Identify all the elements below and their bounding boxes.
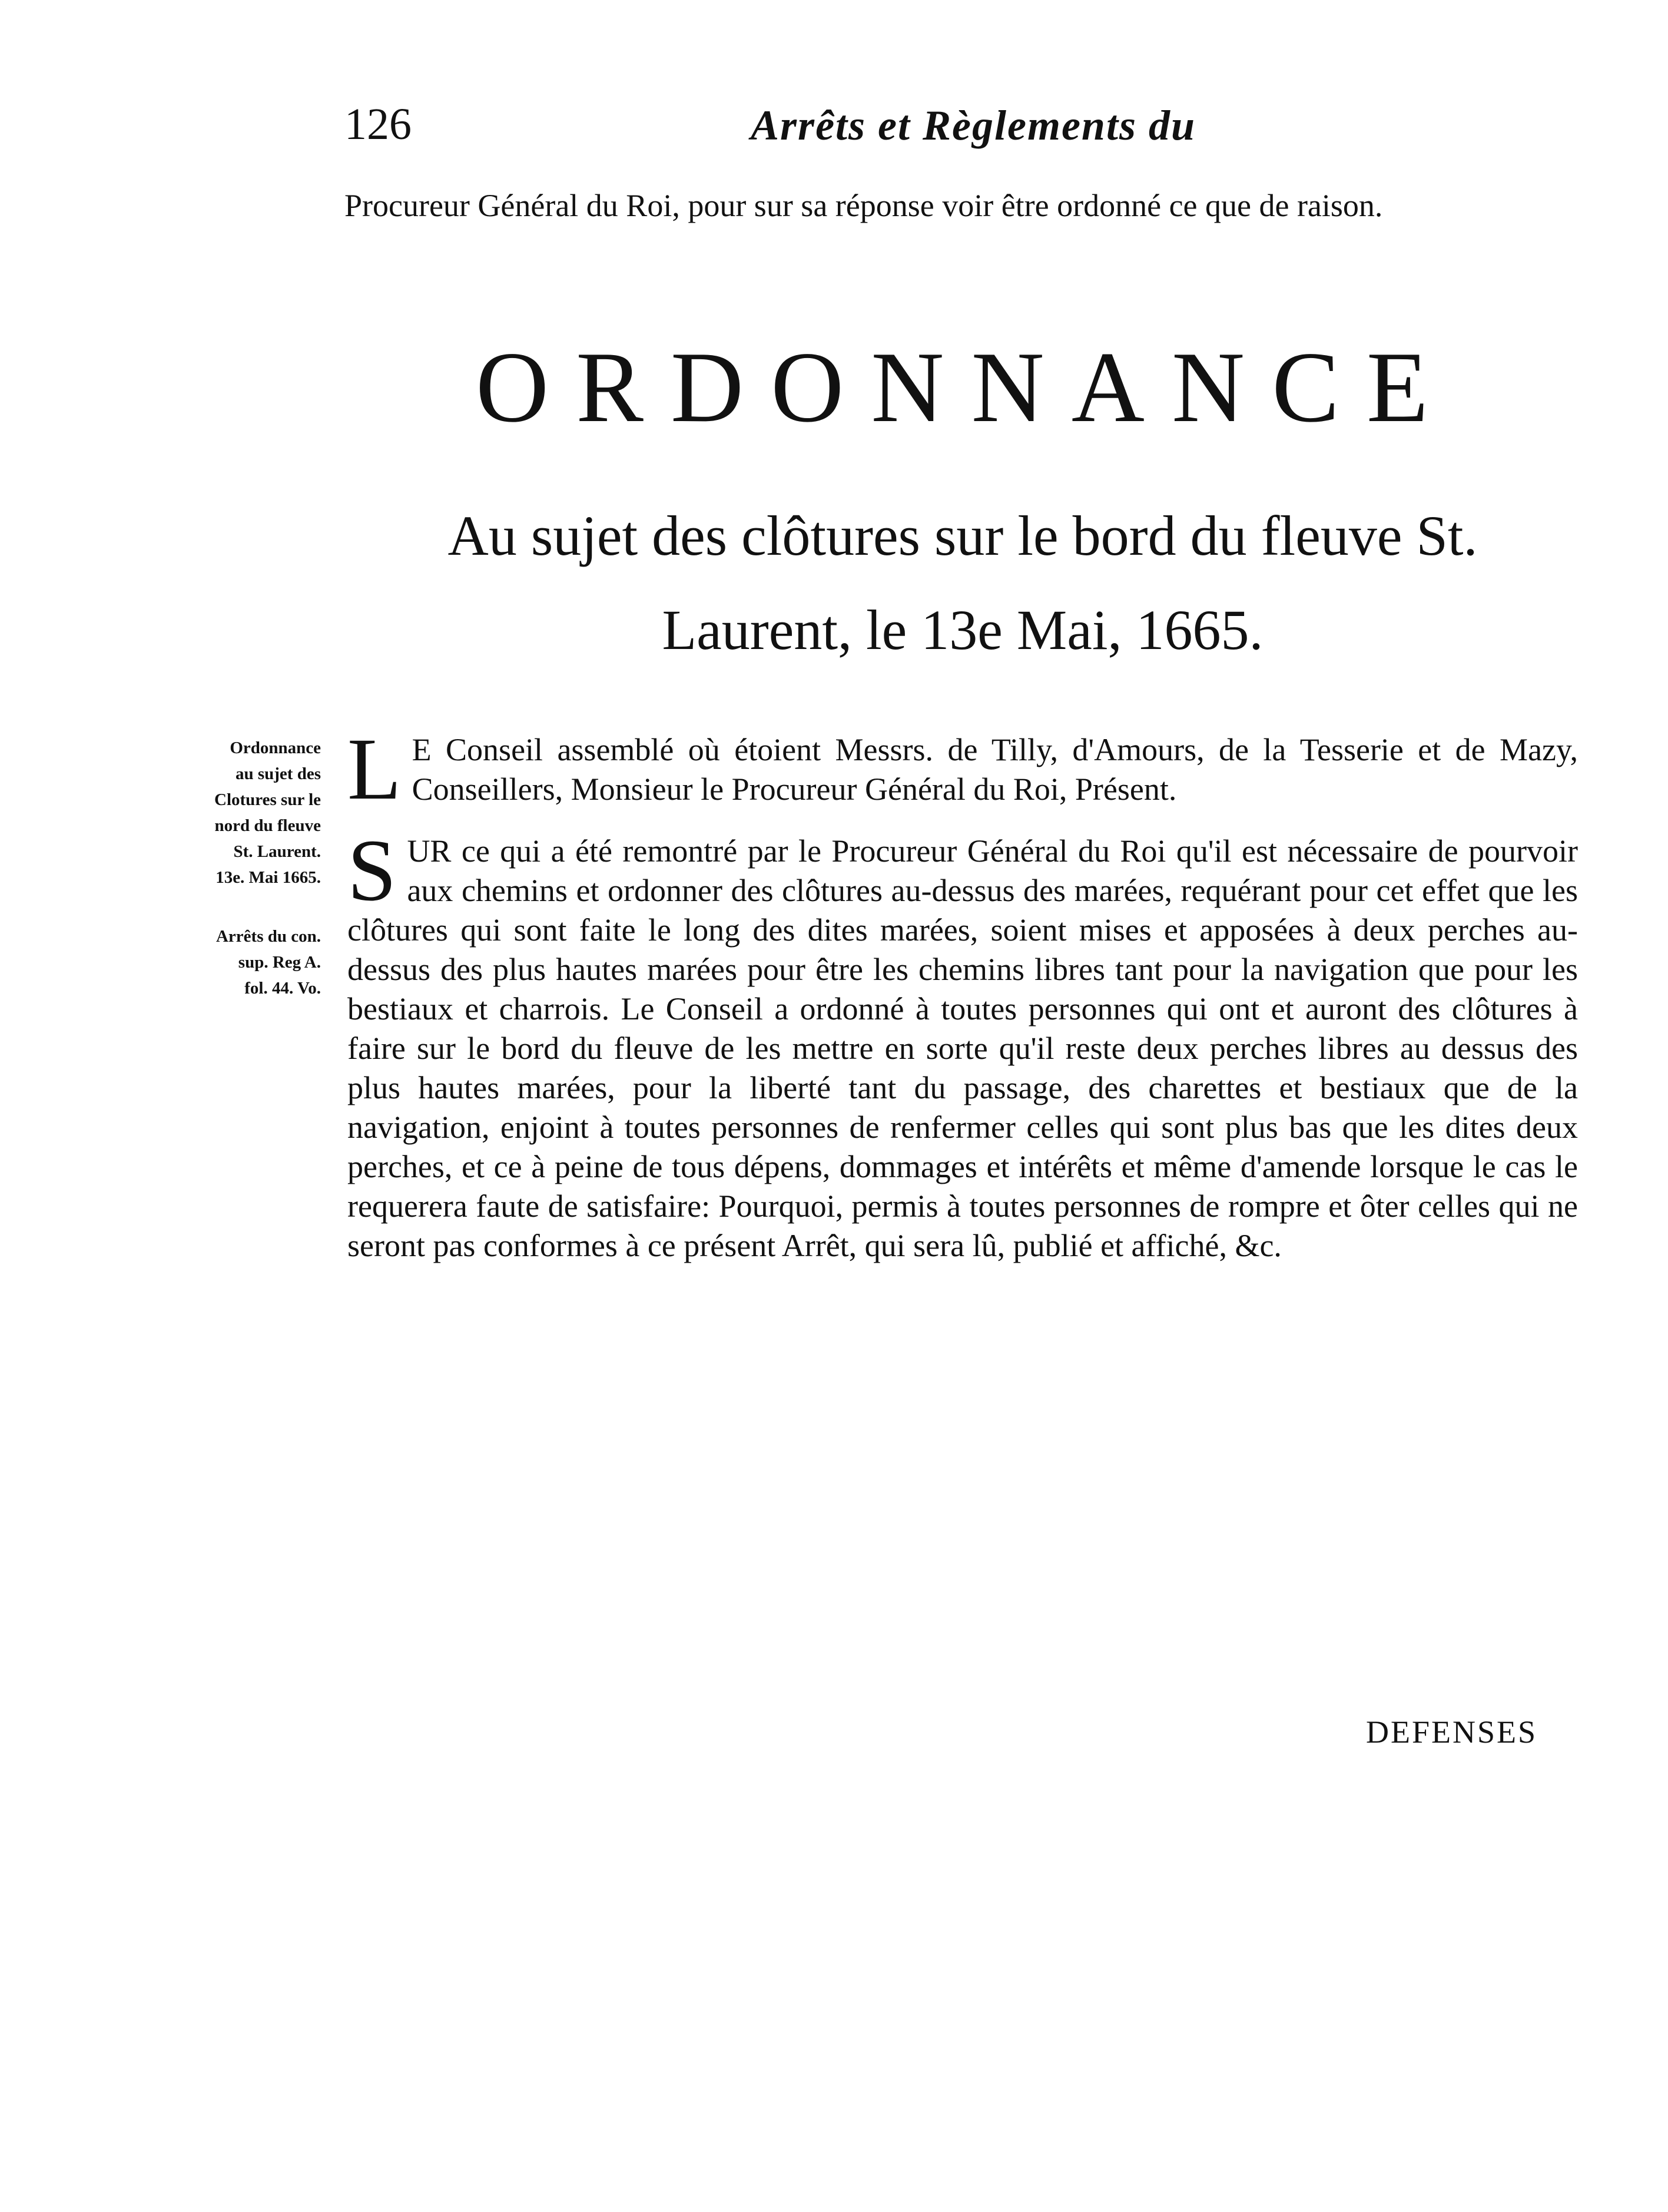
margin-note-line: 13e. Mai 1665. [215, 868, 321, 887]
margin-note-line: au sujet des [235, 764, 321, 783]
drop-cap: S [347, 822, 397, 919]
margin-note-line: St. Laurent. [233, 842, 321, 861]
running-title: Arrêts et Règlements du [751, 102, 1196, 149]
margin-note-line: Ordonnance [230, 739, 321, 757]
margin-note-line: nord du fleuve [214, 816, 321, 835]
page-number: 126 [344, 100, 412, 149]
paragraph-text: E Conseil assemblé où étoient Messrs. de Tilly, d'Amours, de la Tesserie et de Mazy, Conseillers, Monsieur le Procureur Général du Roi, Présent. [412, 732, 1578, 807]
paragraph-ruling [347, 822, 1578, 1266]
catchword: DEFENSES [1366, 1714, 1538, 1750]
paragraph-text: UR ce qui a été remontré par le Procureur Général du Roi qu'il est nécessaire de pourvoir aux chemins et ordonner des clôtures au-dessus des marées, requérant pour cet effet que les clôtures qui sont faite le long des dites marées, soient mises et apposées à deux perches au-dessus des plus hautes marées pour être les chemins libres tant pour la navigation que pour les bestiaux et charrois. Le Conseil a ordonné à toutes personnes qui ont et auront des clôtures à faire sur le bord du fleuve de les mettre en sorte qu'il reste deux perches libres au dessus des plus hautes marées, pour la liberté tant du passage, des charettes et bestiaux que de la navigation, enjoint à toutes personnes de renfermer celles qui sont plus bas que les dites deux perches, et ce à peine de tous dépens, dommages et intérêts et même d'amende lorsque le cas le requerera faute de satisfaire: Pourquoi, permis à toutes personnes de rompre et ôter celles qui ne seront pas conformes à ce présent Arrêt, qui sera lû, publié et affiché, &c. [347, 833, 1578, 1263]
drop-cap: L [347, 720, 402, 818]
margin-note-subject [150, 735, 321, 890]
paragraph-council [347, 720, 1578, 818]
margin-note-reference [150, 923, 321, 1001]
margin-note-line: fol. 44. Vo. [244, 979, 321, 998]
subtitle-line-1: Au sujet des clôtures sur le bord du fleuve St. [447, 504, 1478, 567]
ordinance-title: ORDONNANCE [476, 332, 1455, 443]
subtitle-line-2: Laurent, le 13e Mai, 1665. [662, 598, 1264, 661]
margin-note-line: Clotures sur le [214, 790, 321, 809]
margin-note-line: sup. Reg A. [238, 953, 321, 972]
ordinance-subtitle [330, 489, 1596, 677]
margin-note-line: Arrêts du con. [215, 927, 321, 946]
running-head [344, 99, 1298, 164]
carry-over-text: Procureur Général du Roi, pour sur sa réponse voir être ordonné ce que de raison. [344, 188, 1383, 223]
